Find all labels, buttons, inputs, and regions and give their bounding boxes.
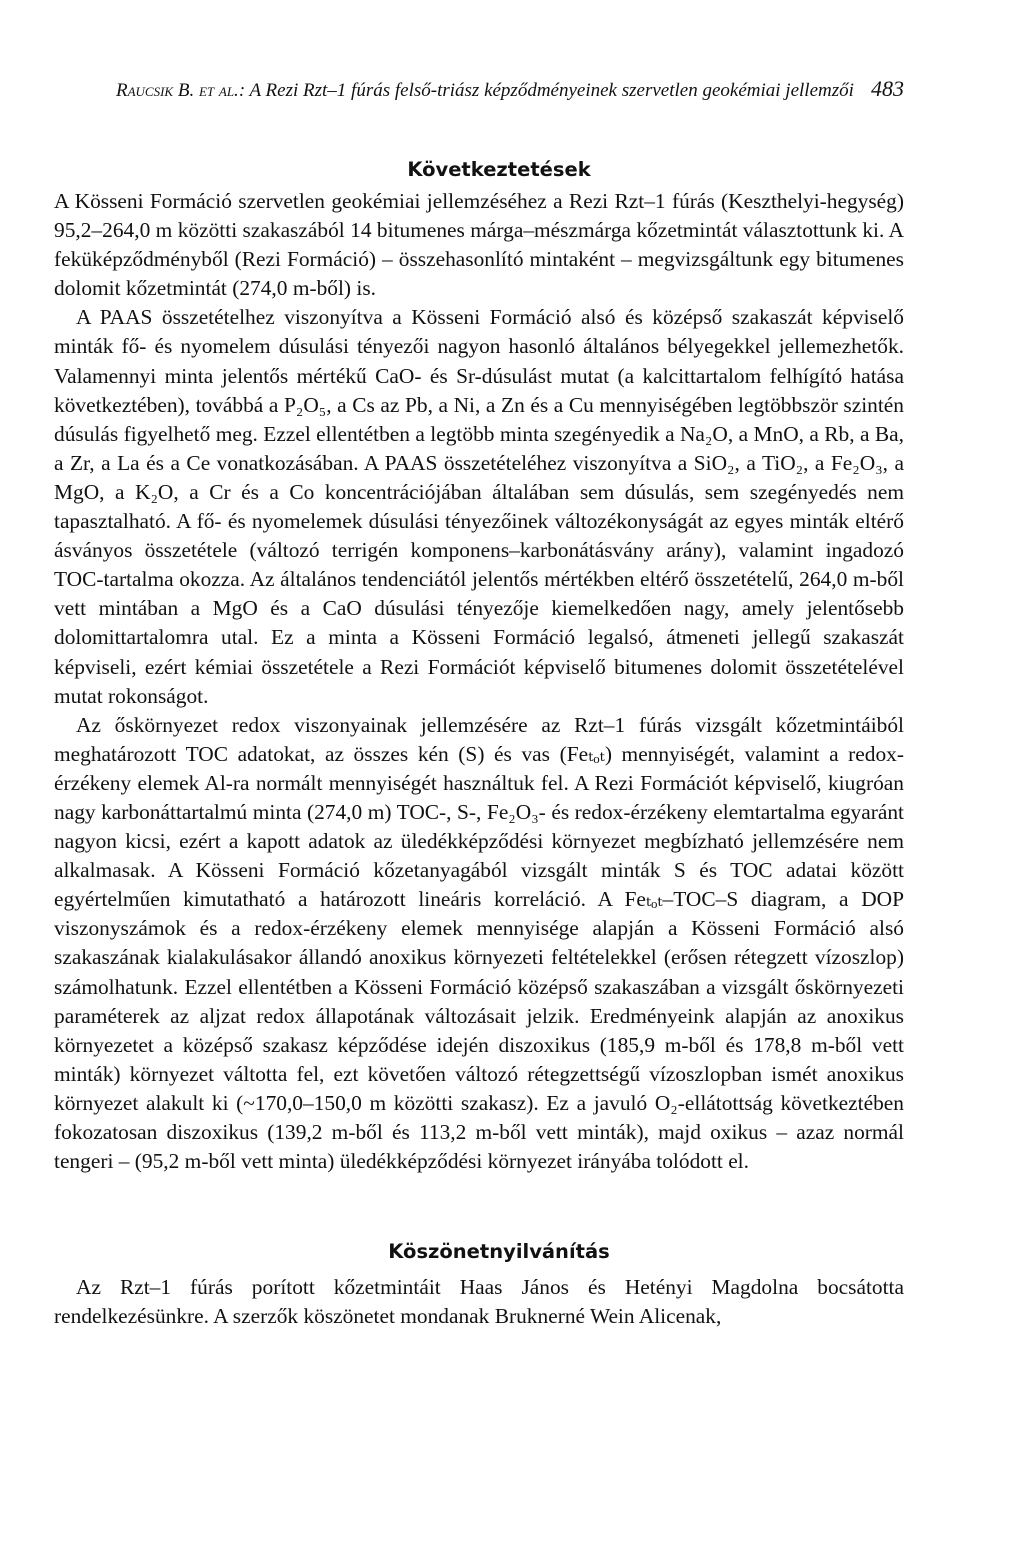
header-citation — [116, 80, 854, 102]
page — [54, 76, 904, 1331]
section-heading-acknowledgements: Köszönetnyilvánítás — [388, 1240, 610, 1264]
section-heading-conclusions: Következtetések — [407, 158, 591, 181]
page-number: 483 — [871, 76, 904, 101]
header-authors: Raucsik B. et al. — [116, 80, 239, 101]
paragraph: A Kösseni Formáció szervetlen geokémiai jellemzéséhez a Rezi Rzt–1 fúrás (Keszthelyi-hegység) 95,2–264,0 m közötti szakaszából 14 bitumenes márga–mészmárga kőzetmintát választottunk ki. A feküképződményből (Rezi Formáció) – összehasonlító mintaként – megvizsgáltunk egy bitumenes dolomit kőzetmintát (274,0 m-ből) is. — [54, 189, 904, 301]
paragraph: Az Rzt–1 fúrás porított kőzetmintáit Haas János és Hetényi Magdolna bocsátotta rendelkezésünkre. A szerzők köszönetet mondanak Bruknerné Wein Alicenak, — [54, 1275, 904, 1329]
header-title: : A Rezi Rzt–1 fúrás felső-triász képződményeinek szervetlen geokémiai jellemzői — [238, 80, 854, 101]
running-header — [116, 76, 904, 120]
paragraph: A PAAS összetételhez viszonyítva a Kösseni Formáció alsó és középső szakaszát képviselő minták fő- és nyomelem dúsulási tényezői nagyon hasonló általános bélyegekkel jellemezhetők. Valamennyi minta jelentős mértékű CaO- és Sr-dúsulást mutat (a kalcittartalom felhígító hatása következtében), továbbá a P₂O₅, a Cs az Pb, a Ni, a Zn és a Cu mennyiségében legtöbbször szintén dúsulás figyelhető meg. Ezzel ellentétben a legtöbb minta szegényedik a Na₂O, a MnO, a Rb, a Ba, a Zr, a La és a Ce vonatkozásában. A PAAS összetételéhez viszonyítva a SiO₂, a TiO₂, a Fe₂O₃, a MgO, a K₂O, a Cr és a Co koncentrációjában általában sem dúsulás, sem szegényedés nem tapasztalható. A fő- és nyomelemek dúsulási tényezőinek változékonyságát az egyes minták eltérő ásványos összetétele (változó terrigén komponens–karbonátásvány arány), valamint ingadozó TOC-tartalma okozza. Az általános tendenciától jelentős mértékben eltérő összetételű, 264,0 m-ből vett mintában a MgO és a CaO dúsulási tényezője kiemelkedően nagy, amely jelentősebb dolomittartalomra utal. Ez a minta a Kösseni Formáció legalsó, átmeneti jellegű szakaszát képviseli, ezért kémiai összetétele a Rezi Formációt képviselő bitumenes dolomit összetételével mutat rokonságot. — [54, 305, 904, 708]
paragraph: Az őskörnyezet redox viszonyainak jellemzésére az Rzt–1 fúrás vizsgált kőzetmintáiból meghatározott TOC adatokat, az összes kén (S) és vas (Feₜₒₜ) mennyiségét, valamint a redox-érzékeny elemek Al-ra normált mennyiségét használtuk fel. A Rezi Formációt képviselő, kiugróan nagy karbonáttartalmú minta (274,0 m) TOC-, S-, Fe₂O₃- és redox-érzékeny elemtartalma egyaránt nagyon kicsi, ezért a kapott adatok az üledékképződési környezet megbízható jellemzésére nem alkalmasak. A Kösseni Formáció kőzetanyagából vizsgált minták S és TOC adatai között egyértelműen kimutatható a határozott lineáris korreláció. A Feₜₒₜ–TOC–S diagram, a DOP viszonyszámok és a redox-érzékeny elemek mennyisége alapján a Kösseni Formáció alsó szakaszának kialakulásakor állandó anoxikus környezeti feltételekkel (erősen rétegzett vízoszlop) számolhatunk. Ezzel ellentétben a Kösseni Formáció középső szakaszában a vizsgált őskörnyezeti paraméterek az aljzat redox állapotának változásait jelzik. Eredményeink alapján az anoxikus környezetet a középső szakasz képződése idején diszoxikus (185,9 m-ből és 178,8 m-ből vett minták) környezet váltotta fel, ezt követően változó rétegzettségű vízoszlopban ismét anoxikus környezet alakult ki (~170,0–150,0 m közötti szakasz). Ez a javuló O₂-ellátottság következtében fokozatosan diszoxikus (139,2 m-ből és 113,2 m-ből vett minták), majd oxikus – azaz normál tengeri – (95,2 m-ből vett minta) üledékképződési környezet irányába tolódott el. — [54, 712, 904, 1174]
